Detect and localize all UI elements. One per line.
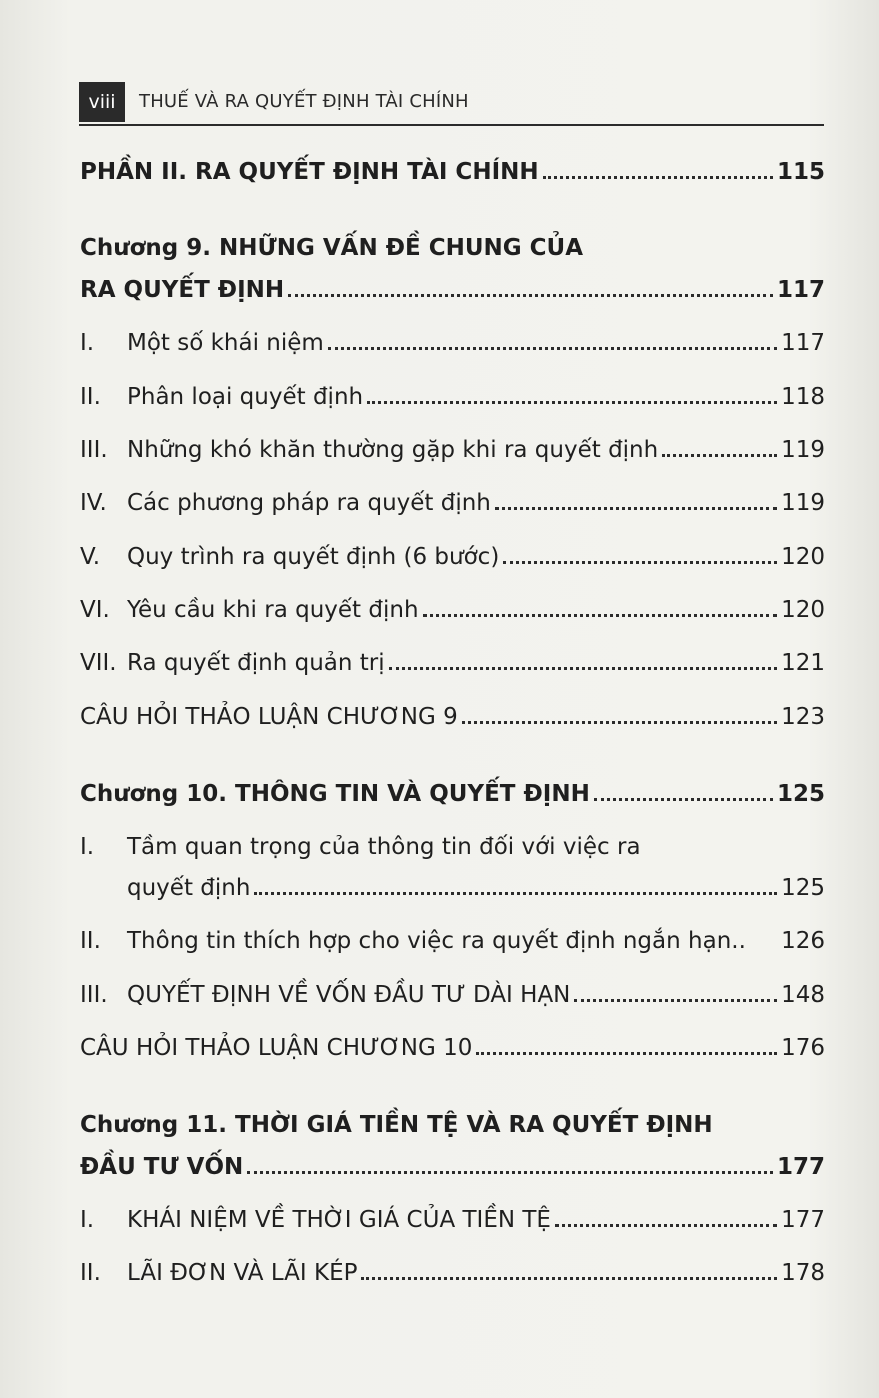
toc-item[interactable] xyxy=(80,323,825,363)
toc-entry-title: RA QUYẾT ĐỊNH xyxy=(80,277,285,303)
running-title: THUẾ VÀ RA QUYẾT ĐỊNH TÀI CHÍNH xyxy=(139,91,469,112)
dot-leader xyxy=(543,158,773,179)
toc-page-number: 117 xyxy=(776,277,825,303)
toc-entry-title: Chương 9. NHỮNG VẤN ĐỀ CHUNG CỦA xyxy=(80,235,584,261)
toc-entry-title: Ra quyết định quản trị xyxy=(127,650,385,676)
toc-entry-title: PHẦN II. RA QUYẾT ĐỊNH TÀI CHÍNH xyxy=(80,159,539,185)
toc-chapter-10[interactable] xyxy=(80,774,825,814)
toc-item[interactable] xyxy=(80,430,825,470)
toc-item-line1[interactable] xyxy=(80,827,825,867)
dot-leader xyxy=(594,780,773,801)
toc-item[interactable] xyxy=(80,975,825,1015)
toc-questions-chapter-10[interactable] xyxy=(80,1028,825,1068)
toc-page-number: 148 xyxy=(781,982,825,1008)
toc-entry-title: CÂU HỎI THẢO LUẬN CHƯƠNG 9 xyxy=(80,704,458,730)
toc-item[interactable] xyxy=(80,868,825,908)
dot-leader xyxy=(367,383,777,404)
toc-item[interactable] xyxy=(80,377,825,417)
toc-item[interactable] xyxy=(80,1253,825,1293)
toc-item[interactable] xyxy=(80,590,825,630)
toc-item-number: II. xyxy=(80,384,101,410)
toc-item[interactable] xyxy=(80,483,825,523)
dot-leader xyxy=(574,981,777,1002)
toc-item-number: VII. xyxy=(80,650,117,676)
dot-leader xyxy=(495,489,777,510)
toc-questions-chapter-9[interactable] xyxy=(80,697,825,737)
dot-leader xyxy=(503,543,777,564)
toc-entry-title: QUYẾT ĐỊNH VỀ VỐN ĐẦU TƯ DÀI HẠN xyxy=(127,982,571,1008)
toc-entry-title: Những khó khăn thường gặp khi ra quyết định xyxy=(127,437,659,463)
toc-item-number: I. xyxy=(80,330,95,356)
toc-entry-title: Tầm quan trọng của thông tin đối với việc ra xyxy=(127,834,641,860)
toc-entry-title: Quy trình ra quyết định (6 bước) xyxy=(127,544,500,570)
toc-page-number: 119 xyxy=(781,437,825,463)
dot-leader xyxy=(328,329,777,350)
toc-entry-title: Một số khái niệm xyxy=(127,330,324,356)
toc-entry-title: Yêu cầu khi ra quyết định xyxy=(127,597,419,623)
dot-leader xyxy=(476,1034,777,1055)
dot-leader xyxy=(254,874,777,895)
toc-item-number: IV. xyxy=(80,490,107,516)
toc-entry-title: Thông tin thích hợp cho việc ra quyết định ngắn hạn.. xyxy=(127,928,746,954)
toc-page-number: 115 xyxy=(776,159,825,185)
dot-leader xyxy=(389,649,777,670)
toc-page-number: 119 xyxy=(781,490,825,516)
toc-item[interactable] xyxy=(80,1200,825,1240)
toc-item-number: III. xyxy=(80,437,108,463)
toc-chapter-11-title-line1[interactable] xyxy=(80,1105,825,1145)
toc-page-number: 120 xyxy=(781,544,825,570)
toc-chapter-9[interactable] xyxy=(80,270,825,310)
dot-leader xyxy=(288,276,773,297)
toc-chapter-11[interactable] xyxy=(80,1147,825,1187)
toc-page-number: 123 xyxy=(781,704,825,730)
toc-page-number: 126 xyxy=(781,928,825,954)
toc-entry-title: Chương 10. THÔNG TIN VÀ QUYẾT ĐỊNH xyxy=(80,781,590,807)
toc-part-2[interactable] xyxy=(80,152,825,192)
toc-page-number: 178 xyxy=(781,1260,825,1286)
toc-entry-title: CÂU HỎI THẢO LUẬN CHƯƠNG 10 xyxy=(80,1035,473,1061)
toc-item-number: II. xyxy=(80,928,101,954)
dot-leader xyxy=(462,703,777,724)
dot-leader xyxy=(662,436,777,457)
toc-page-number: 176 xyxy=(781,1035,825,1061)
toc-entry-title: Các phương pháp ra quyết định xyxy=(127,490,491,516)
toc-item-number: V. xyxy=(80,544,101,570)
toc-item[interactable] xyxy=(80,921,825,961)
dot-leader xyxy=(247,1153,773,1174)
toc-item-number: I. xyxy=(80,834,95,860)
toc-page-number: 177 xyxy=(781,1207,825,1233)
dot-leader xyxy=(423,596,778,617)
toc-page-number: 120 xyxy=(781,597,825,623)
toc-item-number: III. xyxy=(80,982,108,1008)
toc-page-number: 177 xyxy=(776,1154,825,1180)
toc-page-number: 125 xyxy=(781,875,825,901)
toc-page-number: 117 xyxy=(781,330,825,356)
toc-chapter-9-title-line1[interactable] xyxy=(80,228,825,268)
dot-leader xyxy=(750,930,777,948)
page-number: viii xyxy=(79,82,125,122)
toc-item[interactable] xyxy=(80,537,825,577)
toc-entry-title: KHÁI NIỆM VỀ THỜI GIÁ CỦA TIỀN TỆ xyxy=(127,1207,551,1233)
toc-item-number: I. xyxy=(80,1207,95,1233)
toc-item-number: VI. xyxy=(80,597,110,623)
toc-entry-title: Phân loại quyết định xyxy=(127,384,364,410)
toc-item-number: II. xyxy=(80,1260,101,1286)
dot-leader xyxy=(361,1259,777,1280)
toc-entry-title: LÃI ĐƠN VÀ LÃI KÉP xyxy=(127,1260,358,1286)
dot-leader xyxy=(555,1206,777,1227)
toc-item[interactable] xyxy=(80,643,825,683)
toc-page-number: 118 xyxy=(781,384,825,410)
toc-entry-title: ĐẦU TƯ VỐN xyxy=(80,1154,244,1180)
toc-entry-title: Chương 11. THỜI GIÁ TIỀN TỆ VÀ RA QUYẾT ĐỊNH xyxy=(80,1112,713,1138)
toc-page-number: 125 xyxy=(776,781,825,807)
toc-page-number: 121 xyxy=(781,650,825,676)
toc-entry-title: quyết định xyxy=(127,875,251,901)
